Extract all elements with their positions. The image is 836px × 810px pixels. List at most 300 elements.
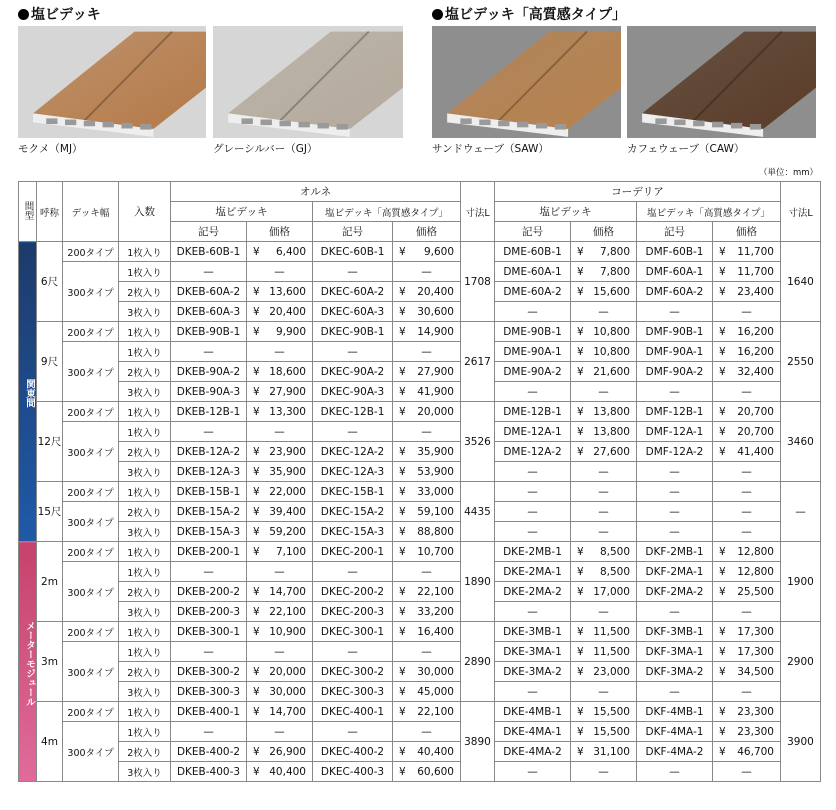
product-code: DKE-3MB-1	[495, 622, 571, 642]
product-code: DKF-4MA-1	[637, 722, 713, 742]
pack-count: 1枚入り	[119, 262, 171, 282]
price: —	[393, 422, 461, 442]
bullet-icon	[18, 9, 29, 20]
brand-orune: オルネ	[171, 182, 461, 202]
price: ¥ 45,000	[393, 682, 461, 702]
product-code: —	[171, 722, 247, 742]
product-code: —	[637, 382, 713, 402]
product-code: —	[637, 522, 713, 542]
price: —	[393, 722, 461, 742]
length-koderia: 3460	[781, 402, 821, 482]
price: ¥ 20,700	[713, 402, 781, 422]
pack-count: 3枚入り	[119, 602, 171, 622]
product-code: DKE-2MA-2	[495, 582, 571, 602]
product-code: DKEB-60A-2	[171, 282, 247, 302]
product-code: —	[171, 342, 247, 362]
price: ¥ 16,400	[393, 622, 461, 642]
product-code: DKEC-200-2	[313, 582, 393, 602]
size-name: 3m	[37, 622, 63, 702]
product-code: DKEC-60A-2	[313, 282, 393, 302]
product-code: —	[637, 762, 713, 782]
col-kakaku: 価格	[247, 222, 313, 242]
price: ¥ 12,800	[713, 562, 781, 582]
length-koderia: 1640	[781, 242, 821, 322]
table-row	[19, 382, 821, 402]
price: —	[393, 262, 461, 282]
product-code: —	[313, 342, 393, 362]
product-code: DKF-3MA-2	[637, 662, 713, 682]
product-code: —	[495, 462, 571, 482]
table-row	[19, 622, 821, 642]
product-code: —	[313, 642, 393, 662]
price: —	[393, 642, 461, 662]
product-code: DKEB-400-1	[171, 702, 247, 722]
table-row	[19, 642, 821, 662]
product-code: DKE-4MA-1	[495, 722, 571, 742]
product-code: DME-60A-1	[495, 262, 571, 282]
price: —	[713, 382, 781, 402]
price: ¥ 8,500	[571, 562, 637, 582]
price: —	[247, 262, 313, 282]
table-row	[19, 502, 821, 522]
product-code: DKEB-90A-3	[171, 382, 247, 402]
product-code: DMF-12B-1	[637, 402, 713, 422]
product-code: DME-12A-1	[495, 422, 571, 442]
caption-grey-silver: グレーシルバー（GJ）	[213, 143, 318, 155]
col-kakaku: 価格	[713, 222, 781, 242]
col-iri: 入数	[119, 182, 171, 242]
price: ¥ 13,600	[247, 282, 313, 302]
table-row	[19, 522, 821, 542]
price: —	[247, 642, 313, 662]
price: ¥ 30,000	[247, 682, 313, 702]
price: ¥ 22,100	[393, 582, 461, 602]
col-kigo: 記号	[171, 222, 247, 242]
pack-count: 2枚入り	[119, 362, 171, 382]
price: ¥ 53,900	[393, 462, 461, 482]
price: ¥ 23,400	[713, 282, 781, 302]
width-type: 300タイプ	[63, 722, 119, 782]
price: ¥ 7,800	[571, 262, 637, 282]
product-code: DKEC-300-2	[313, 662, 393, 682]
product-code: DME-90B-1	[495, 322, 571, 342]
product-code: DKF-2MB-1	[637, 542, 713, 562]
table-row	[19, 602, 821, 622]
pack-count: 1枚入り	[119, 542, 171, 562]
product-code: —	[637, 302, 713, 322]
price: ¥ 10,900	[247, 622, 313, 642]
price: ¥ 22,100	[393, 702, 461, 722]
price: —	[571, 462, 637, 482]
price: ¥ 20,400	[393, 282, 461, 302]
pack-count: 3枚入り	[119, 762, 171, 782]
photo-sand-wave	[432, 26, 621, 138]
table-row	[19, 342, 821, 362]
product-code: DKF-3MA-1	[637, 642, 713, 662]
price: —	[247, 342, 313, 362]
product-code: DME-60B-1	[495, 242, 571, 262]
product-code: DKEC-400-3	[313, 762, 393, 782]
pack-count: 1枚入り	[119, 402, 171, 422]
product-code: DKEB-12B-1	[171, 402, 247, 422]
table-row	[19, 742, 821, 762]
product-code: DME-12A-2	[495, 442, 571, 462]
price: ¥ 16,200	[713, 322, 781, 342]
orune-deck-hq: 塩ビデッキ「高質感タイプ」	[313, 202, 461, 222]
price: —	[713, 502, 781, 522]
section-title-deck: 塩ビデッキ	[18, 4, 101, 24]
size-name: 6尺	[37, 242, 63, 322]
price: ¥ 6,400	[247, 242, 313, 262]
deck-board-grey-icon	[213, 26, 403, 138]
width-type: 300タイプ	[63, 562, 119, 622]
price: ¥ 14,700	[247, 702, 313, 722]
width-type: 300タイプ	[63, 342, 119, 402]
product-code: DKEB-60A-3	[171, 302, 247, 322]
col-kakaku: 価格	[393, 222, 461, 242]
product-code: DME-90A-1	[495, 342, 571, 362]
pack-count: 2枚入り	[119, 282, 171, 302]
price: ¥ 27,600	[571, 442, 637, 462]
product-code: DKEB-12A-3	[171, 462, 247, 482]
product-code: DKEC-200-3	[313, 602, 393, 622]
product-code: DKEC-400-1	[313, 702, 393, 722]
table-row	[19, 462, 821, 482]
price: ¥ 22,100	[247, 602, 313, 622]
price: ¥ 39,400	[247, 502, 313, 522]
price: ¥ 35,900	[393, 442, 461, 462]
section-title-deck-hq: 塩ビデッキ「高質感タイプ」	[432, 4, 626, 24]
pack-count: 1枚入り	[119, 722, 171, 742]
price: —	[571, 502, 637, 522]
width-type: 200タイプ	[63, 482, 119, 502]
price: —	[571, 602, 637, 622]
col-kakaku: 価格	[571, 222, 637, 242]
orune-deck: 塩ビデッキ	[171, 202, 313, 222]
table-row	[19, 282, 821, 302]
product-code: DKEC-12A-2	[313, 442, 393, 462]
brand-koderia: コーデリア	[495, 182, 781, 202]
price: ¥ 23,300	[713, 702, 781, 722]
pack-count: 1枚入り	[119, 482, 171, 502]
price: —	[393, 342, 461, 362]
product-code: —	[495, 502, 571, 522]
product-code: —	[495, 602, 571, 622]
product-code: DKF-4MA-2	[637, 742, 713, 762]
product-code: DMF-90A-2	[637, 362, 713, 382]
price: —	[571, 682, 637, 702]
price: ¥ 27,900	[393, 362, 461, 382]
product-code: —	[313, 722, 393, 742]
price: ¥ 23,000	[571, 662, 637, 682]
bullet-icon	[432, 9, 443, 20]
price: ¥ 12,800	[713, 542, 781, 562]
pack-count: 3枚入り	[119, 382, 171, 402]
product-code: DKEC-300-1	[313, 622, 393, 642]
pack-count: 1枚入り	[119, 242, 171, 262]
table-row	[19, 722, 821, 742]
pack-count: 1枚入り	[119, 642, 171, 662]
price: ¥ 18,600	[247, 362, 313, 382]
unit-note: （単位：mm）	[758, 168, 818, 178]
width-type: 200タイプ	[63, 402, 119, 422]
price: ¥ 32,400	[713, 362, 781, 382]
product-code: DKF-3MB-1	[637, 622, 713, 642]
table-row	[19, 702, 821, 722]
product-code: —	[171, 562, 247, 582]
price: ¥ 14,900	[393, 322, 461, 342]
table-row	[19, 582, 821, 602]
product-code: DKEB-400-3	[171, 762, 247, 782]
product-code: DME-60A-2	[495, 282, 571, 302]
product-code: —	[495, 762, 571, 782]
price: ¥ 30,600	[393, 302, 461, 322]
col-sunpo-b: 寸法L	[781, 182, 821, 242]
price: ¥ 20,000	[247, 662, 313, 682]
pack-count: 1枚入り	[119, 342, 171, 362]
price: ¥ 40,400	[393, 742, 461, 762]
product-code: DKE-4MB-1	[495, 702, 571, 722]
table-row	[19, 302, 821, 322]
table-row	[19, 682, 821, 702]
product-code: —	[313, 562, 393, 582]
product-code: DKEC-60B-1	[313, 242, 393, 262]
width-type: 300タイプ	[63, 262, 119, 322]
length-koderia: 3900	[781, 702, 821, 782]
table-row	[19, 362, 821, 382]
price: ¥ 11,500	[571, 642, 637, 662]
length-koderia: 1900	[781, 542, 821, 622]
price: ¥ 17,300	[713, 622, 781, 642]
product-code: DKEC-60A-3	[313, 302, 393, 322]
photo-cafe-wave	[627, 26, 816, 138]
price: ¥ 14,700	[247, 582, 313, 602]
product-code: DKE-4MA-2	[495, 742, 571, 762]
table-row	[19, 662, 821, 682]
pack-count: 3枚入り	[119, 302, 171, 322]
price: —	[393, 562, 461, 582]
product-code: —	[637, 502, 713, 522]
width-type: 300タイプ	[63, 642, 119, 702]
product-code: DKEB-12A-2	[171, 442, 247, 462]
product-code: DMF-12A-2	[637, 442, 713, 462]
price: ¥ 10,700	[393, 542, 461, 562]
product-code: DKEB-400-2	[171, 742, 247, 762]
pack-count: 3枚入り	[119, 522, 171, 542]
price: ¥ 33,200	[393, 602, 461, 622]
col-haba: デッキ幅	[63, 182, 119, 242]
koderia-deck-hq: 塩ビデッキ「高質感タイプ」	[637, 202, 781, 222]
deck-board-cafe-icon	[627, 26, 816, 138]
price: ¥ 11,700	[713, 242, 781, 262]
price: ¥ 13,300	[247, 402, 313, 422]
photo-grey-silver	[213, 26, 403, 138]
price: —	[571, 382, 637, 402]
pack-count: 1枚入り	[119, 322, 171, 342]
table-row	[19, 242, 821, 262]
deck-board-sand-icon	[432, 26, 621, 138]
price: ¥ 30,000	[393, 662, 461, 682]
product-code: —	[637, 462, 713, 482]
pack-count: 2枚入り	[119, 742, 171, 762]
price: ¥ 15,600	[571, 282, 637, 302]
width-type: 300タイプ	[63, 502, 119, 542]
table-row	[19, 762, 821, 782]
price: —	[247, 422, 313, 442]
price: ¥ 15,500	[571, 722, 637, 742]
price: ¥ 59,200	[247, 522, 313, 542]
col-kata: 間型	[19, 182, 37, 242]
product-code: —	[637, 482, 713, 502]
table-row	[19, 442, 821, 462]
width-type: 200タイプ	[63, 542, 119, 562]
pack-count: 3枚入り	[119, 682, 171, 702]
price: ¥ 7,100	[247, 542, 313, 562]
size-name: 12尺	[37, 402, 63, 482]
price: ¥ 59,100	[393, 502, 461, 522]
table-row	[19, 322, 821, 342]
product-code: —	[171, 422, 247, 442]
product-code: DKE-2MA-1	[495, 562, 571, 582]
product-code: —	[171, 262, 247, 282]
price: ¥ 20,700	[713, 422, 781, 442]
product-code: DKEB-60B-1	[171, 242, 247, 262]
pack-count: 1枚入り	[119, 562, 171, 582]
price: ¥ 33,000	[393, 482, 461, 502]
photo-mokume	[18, 26, 206, 138]
product-code: DKEB-200-1	[171, 542, 247, 562]
pack-count: 2枚入り	[119, 502, 171, 522]
price: ¥ 11,700	[713, 262, 781, 282]
col-sunpo-a: 寸法L	[461, 182, 495, 242]
product-code: DKEC-200-1	[313, 542, 393, 562]
product-code: DKEB-200-3	[171, 602, 247, 622]
table-row	[19, 482, 821, 502]
price: ¥ 41,400	[713, 442, 781, 462]
product-code: DKEC-12A-3	[313, 462, 393, 482]
price: ¥ 13,800	[571, 422, 637, 442]
product-code: DKEB-15A-2	[171, 502, 247, 522]
product-code: —	[637, 682, 713, 702]
price: ¥ 17,000	[571, 582, 637, 602]
product-code: —	[495, 482, 571, 502]
product-code: DMF-90B-1	[637, 322, 713, 342]
price: —	[713, 482, 781, 502]
length-koderia: 2900	[781, 622, 821, 702]
koderia-deck: 塩ビデッキ	[495, 202, 637, 222]
price: ¥ 13,800	[571, 402, 637, 422]
product-code: —	[637, 602, 713, 622]
price: ¥ 9,600	[393, 242, 461, 262]
col-kigo: 記号	[313, 222, 393, 242]
product-code: —	[495, 302, 571, 322]
price: ¥ 10,800	[571, 342, 637, 362]
product-code: DKF-2MA-2	[637, 582, 713, 602]
length-orune: 2617	[461, 322, 495, 402]
pack-count: 1枚入り	[119, 422, 171, 442]
caption-mokume: モクメ（MJ）	[18, 143, 83, 155]
price: ¥ 16,200	[713, 342, 781, 362]
product-code: DME-12B-1	[495, 402, 571, 422]
price-table	[18, 181, 821, 782]
table-row	[19, 422, 821, 442]
size-name: 15尺	[37, 482, 63, 542]
price: ¥ 34,500	[713, 662, 781, 682]
price: ¥ 17,300	[713, 642, 781, 662]
length-orune: 1708	[461, 242, 495, 322]
price: ¥ 88,800	[393, 522, 461, 542]
size-name: 9尺	[37, 322, 63, 402]
length-orune: 3890	[461, 702, 495, 782]
product-code: DKEC-400-2	[313, 742, 393, 762]
col-yobi: 呼称	[37, 182, 63, 242]
price: ¥ 60,600	[393, 762, 461, 782]
price: ¥ 22,000	[247, 482, 313, 502]
product-code: DKEC-90B-1	[313, 322, 393, 342]
pack-count: 2枚入り	[119, 442, 171, 462]
product-code: DKEB-90B-1	[171, 322, 247, 342]
pack-count: 3枚入り	[119, 462, 171, 482]
product-code: DMF-12A-1	[637, 422, 713, 442]
length-koderia: —	[781, 482, 821, 542]
product-code: DKF-4MB-1	[637, 702, 713, 722]
product-code: —	[313, 262, 393, 282]
product-code: DKEB-15A-3	[171, 522, 247, 542]
product-code: DKEB-15B-1	[171, 482, 247, 502]
product-code: DMF-90A-1	[637, 342, 713, 362]
table-row	[19, 542, 821, 562]
price: ¥ 15,500	[571, 702, 637, 722]
price: —	[247, 722, 313, 742]
product-code: —	[171, 642, 247, 662]
price: ¥ 25,500	[713, 582, 781, 602]
col-kigo: 記号	[495, 222, 571, 242]
price: —	[571, 482, 637, 502]
price: ¥ 27,900	[247, 382, 313, 402]
pack-count: 2枚入り	[119, 662, 171, 682]
size-name: 2m	[37, 542, 63, 622]
product-code: DMF-60A-2	[637, 282, 713, 302]
caption-sand-wave: サンドウェーブ（SAW）	[432, 143, 549, 155]
length-orune: 1890	[461, 542, 495, 622]
price: —	[713, 682, 781, 702]
product-code: —	[495, 682, 571, 702]
price: ¥ 26,900	[247, 742, 313, 762]
product-code: DKEB-300-1	[171, 622, 247, 642]
product-code: DKEC-15A-3	[313, 522, 393, 542]
product-code: DKEC-90A-3	[313, 382, 393, 402]
product-code: DKE-3MA-2	[495, 662, 571, 682]
length-orune: 2890	[461, 622, 495, 702]
product-code: DKEC-300-3	[313, 682, 393, 702]
deck-board-woodgrain-icon	[18, 26, 206, 138]
price: —	[571, 522, 637, 542]
price: ¥ 20,000	[393, 402, 461, 422]
pack-count: 2枚入り	[119, 582, 171, 602]
product-code: DKF-2MA-1	[637, 562, 713, 582]
product-code: DKEC-12B-1	[313, 402, 393, 422]
table-row	[19, 562, 821, 582]
width-type: 200タイプ	[63, 242, 119, 262]
price: ¥ 46,700	[713, 742, 781, 762]
product-code: DKEB-90A-2	[171, 362, 247, 382]
pack-count: 1枚入り	[119, 702, 171, 722]
region-kanto: 関東間	[19, 242, 37, 542]
price: ¥ 8,500	[571, 542, 637, 562]
price: ¥ 7,800	[571, 242, 637, 262]
product-code: DKEC-90A-2	[313, 362, 393, 382]
price: ¥ 21,600	[571, 362, 637, 382]
